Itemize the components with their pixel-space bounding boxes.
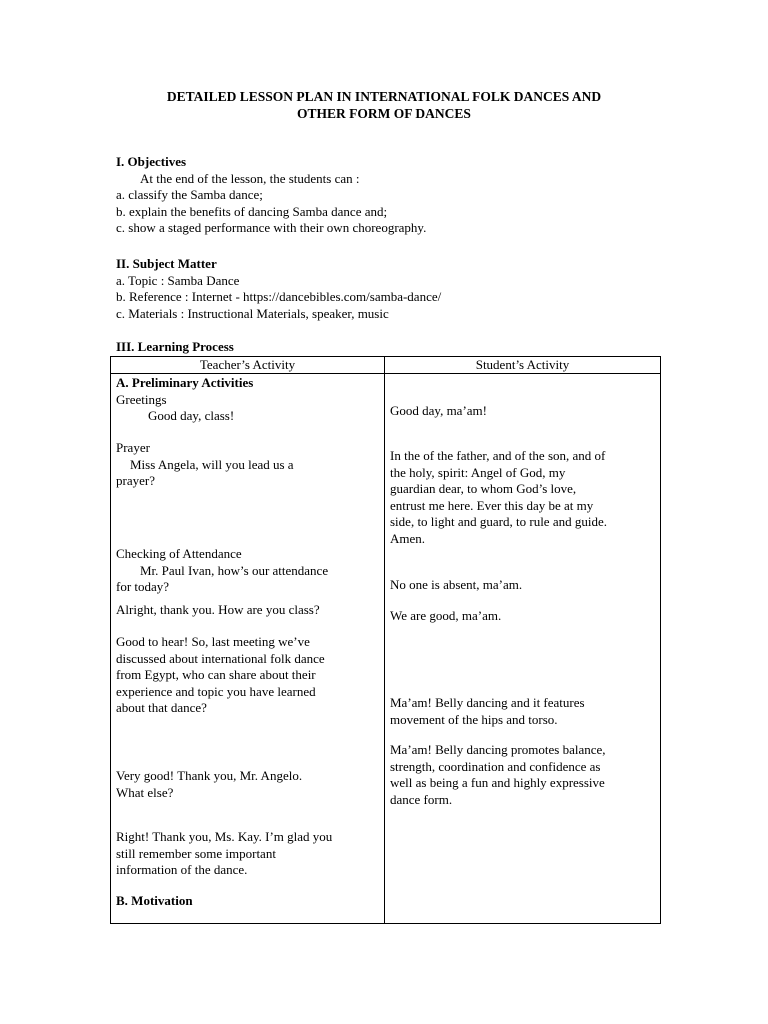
student-prayer-line-1: In the of the father, and of the son, and of [390,448,606,463]
learning-process-heading: III. Learning Process [116,339,234,354]
teacher-review-line-2: discussed about international folk dance [116,650,325,666]
teacher-right-line-2: still remember some important [116,845,276,861]
student-prayer-line-6: Amen. [390,530,426,546]
teacher-activity-cell [111,374,385,924]
student-prayer-line-2: the holy, spirit: Angel of God, my [390,464,566,480]
learning-process-section [116,339,676,356]
teacher-review-line-3: from Egypt, who can share about their [116,667,316,682]
teacher-review-line-5: about that dance? [116,700,207,715]
student-greeting: Good day, ma’am! [390,403,487,418]
student-feeling: We are good, ma’am. [390,608,502,623]
motivation-heading: B. Motivation [116,893,193,908]
subject-item-reference: b. Reference : Internet - https://dancebibles.com/samba-dance/ [116,289,442,304]
objectives-intro: At the end of the lesson, the students can : [140,170,360,186]
teacher-attendance-line-1: Mr. Paul Ivan, how’s our attendance [140,562,329,578]
subject-item-materials: c. Materials : Instructional Materials, speaker, music [116,305,389,321]
student-belly-2-line-4: dance form. [390,791,453,807]
teacher-prayer-line-1: Miss Angela, will you lead us a [130,456,294,472]
greetings-label: Greetings [116,391,167,407]
teacher-review-line-1: Good to hear! So, last meeting we’ve [116,634,310,649]
student-attendance: No one is absent, ma’am. [390,577,523,592]
student-prayer-line-3: guardian dear, to whom God’s love, [390,481,577,496]
document-title [0,88,768,122]
teacher-greeting: Good day, class! [148,408,235,423]
subject-matter-heading: II. Subject Matter [116,256,217,271]
objectives-heading: I. Objectives [116,154,187,169]
student-belly-2-line-2: strength, coordination and confidence as [390,758,601,774]
subject-matter-section [116,256,676,322]
attendance-label: Checking of Attendance [116,546,242,561]
student-activity-cell [385,374,661,924]
student-activity-header: Student’s Activity [385,357,661,374]
teacher-right-line-1: Right! Thank you, Ms. Kay. I’m glad you [116,829,333,844]
student-prayer-line-4: entrust me here. Ever this day be at my [390,497,594,513]
teacher-alright: Alright, thank you. How are you class? [116,602,320,617]
objective-item-b: b. explain the benefits of dancing Samba dance and; [116,203,388,219]
student-prayer-line-5: side, to light and guard, to rule and guide. [390,514,607,529]
preliminary-activities-heading: A. Preliminary Activities [116,375,254,390]
teacher-verygood-line-2: What else? [116,784,174,800]
learning-process-table [110,356,661,924]
student-belly-2-line-3: well as being a fun and highly expressive [390,775,605,790]
teacher-attendance-line-2: for today? [116,579,170,594]
teacher-review-line-4: experience and topic you have learned [116,683,316,699]
student-belly-1-line-1: Ma’am! Belly dancing and it features [390,695,585,710]
teacher-right-line-3: information of the dance. [116,862,248,877]
teacher-prayer-line-2: prayer? [116,473,155,488]
objective-item-a: a. classify the Samba dance; [116,187,263,202]
prayer-label: Prayer [116,440,150,455]
teacher-activity-header: Teacher’s Activity [111,357,385,374]
table-body-row [111,374,661,924]
student-belly-1-line-2: movement of the hips and torso. [390,711,558,727]
title-line-1: DETAILED LESSON PLAN IN INTERNATIONAL FOLK DANCES AND [166,89,602,104]
objective-item-c: c. show a staged performance with their own choreography. [116,220,427,235]
title-line-2: OTHER FORM OF DANCES [297,106,471,121]
subject-item-topic: a. Topic : Samba Dance [116,272,240,288]
student-belly-2-line-1: Ma’am! Belly dancing promotes balance, [390,742,606,757]
table-header-row [111,357,661,374]
objectives-section [116,154,676,237]
teacher-verygood-line-1: Very good! Thank you, Mr. Angelo. [116,768,303,783]
